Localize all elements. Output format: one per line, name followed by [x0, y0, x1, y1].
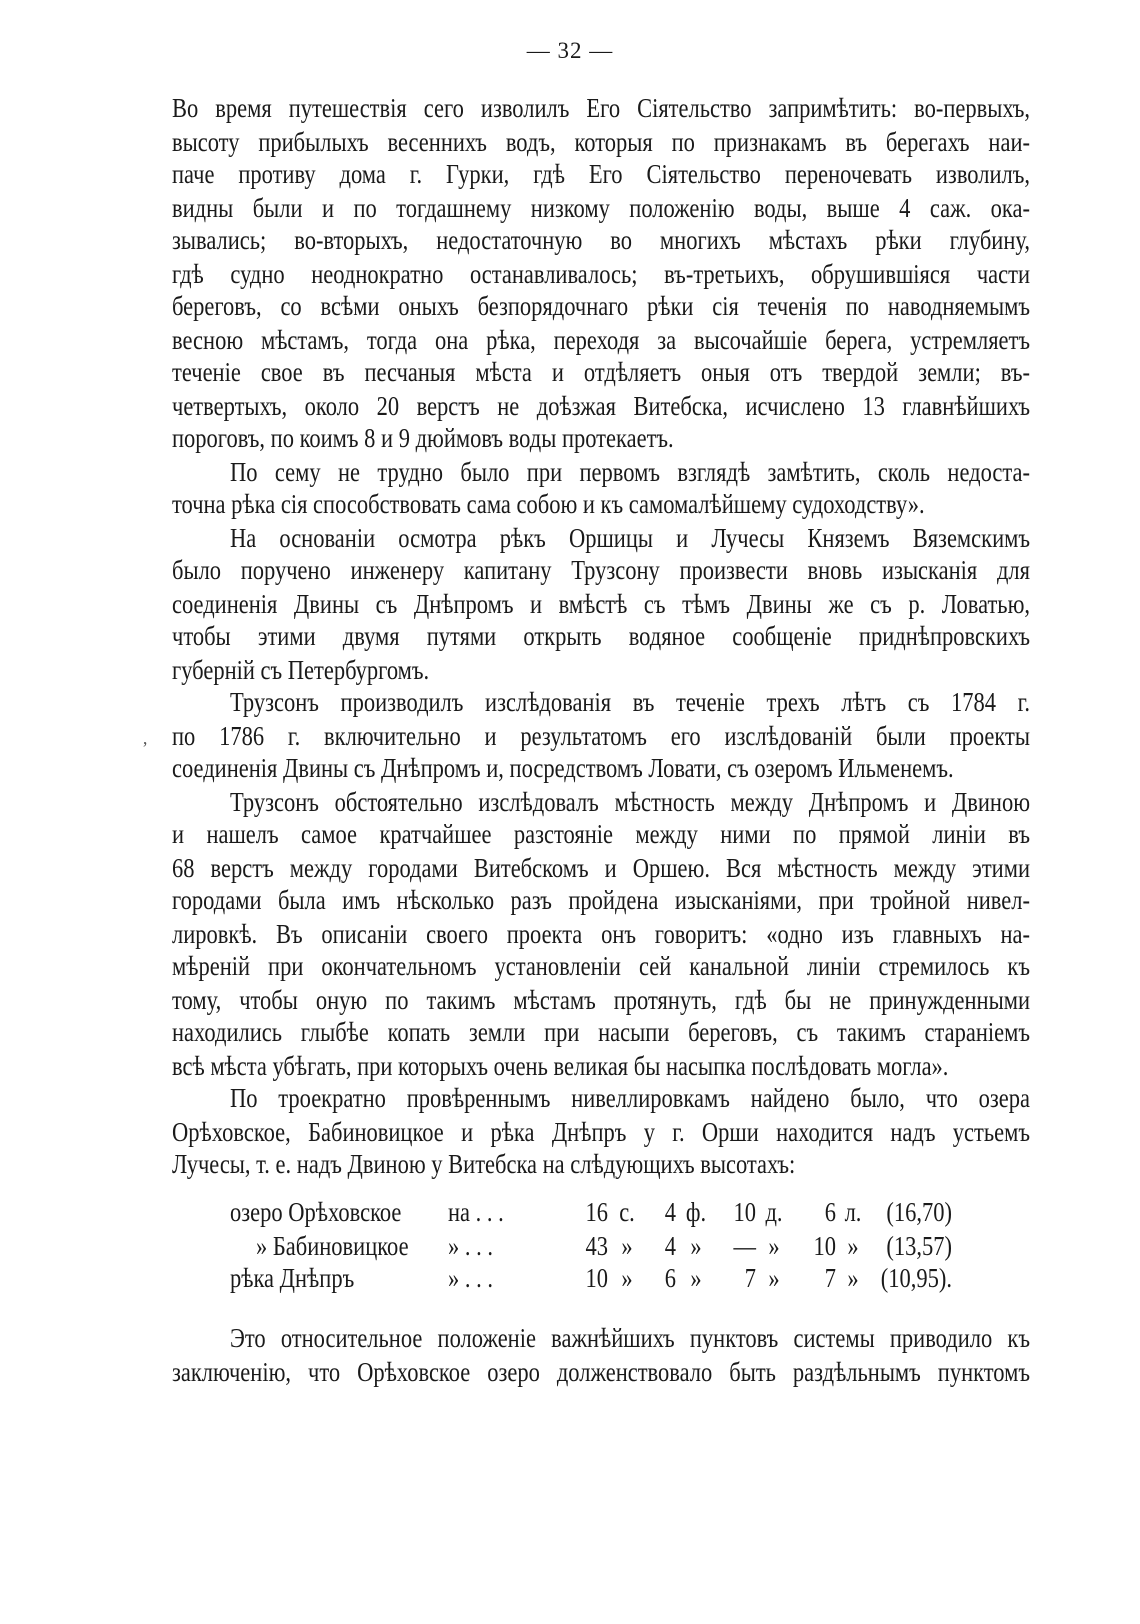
table-cell: 10 [733, 1197, 756, 1228]
table-cell: » [621, 1230, 633, 1261]
closing-text-block [172, 1322, 1030, 1388]
text-line: соединенія Двины съ Днѣпромъ и вмѣстѣ съ тѣмъ Двины же съ р. Ловатью, [172, 588, 1030, 619]
text-line: паче противу дома г. Гурки, гдѣ Его Сіятельство переночевать изволилъ, [172, 159, 1030, 190]
table-cell: (10,95). [880, 1263, 952, 1294]
table-cell: » [847, 1263, 859, 1294]
table-cell: » [690, 1230, 702, 1261]
text-line: всѣ мѣста убѣгать, при которыхъ очень великая бы насыпка послѣдовать могла». [172, 1050, 949, 1081]
text-line: заключенію, что Орѣховское озеро долженствовало быть раздѣльнымъ пунктомъ [172, 1356, 1030, 1387]
table-cell: » [768, 1230, 780, 1261]
text-line: зывались; во-вторыхъ, недостаточную во многихъ мѣстахъ рѣки глубину, [172, 225, 1030, 256]
ink-mark: ’ [142, 738, 148, 758]
table-cell: с. [619, 1197, 635, 1228]
text-line: тому, чтобы оную по такимъ мѣстамъ протянуть, гдѣ бы не принужденными [172, 984, 1030, 1015]
table-cell: » . . . [448, 1230, 493, 1261]
table-cell: ф. [685, 1197, 707, 1228]
table-cell: 16 [585, 1197, 608, 1228]
text-line: теченіе свое въ песчаныя мѣста и отдѣляетъ оныя отъ твердой земли; въ- [172, 357, 1030, 388]
table-cell: — [733, 1230, 756, 1261]
text-line: точна рѣка сія способствовать сама собою и къ самомалѣйшему судоходству». [172, 489, 925, 520]
table-cell: 10 [813, 1230, 836, 1261]
text-line: находились глыбѣе копать земли при насыпи береговъ, съ такимъ стараніемъ [172, 1017, 1030, 1048]
table-cell: на . . . [448, 1197, 504, 1228]
table-cell: 7 [744, 1263, 756, 1294]
text-line: губерній съ Петербургомъ. [172, 654, 430, 685]
text-line: четвертыхъ, около 20 верстъ не доѣзжая Витебска, исчислено 13 главнѣйшихъ [172, 390, 1030, 421]
table-cell: д. [765, 1197, 783, 1228]
table-cell: 6 [664, 1263, 676, 1294]
text-line: 68 верстъ между городами Витебскомъ и Оршею. Вся мѣстность между этими [172, 852, 1030, 883]
table-cell: » [690, 1263, 702, 1294]
text-line: городами была имъ нѣсколько разъ пройдена изысканіями, при тройной нивел- [172, 885, 1030, 916]
text-line: пороговъ, по коимъ 8 и 9 дюймовъ воды протекаетъ. [172, 423, 674, 454]
table-cell: » [768, 1263, 780, 1294]
table-cell: 4 [664, 1197, 676, 1228]
paragraph-first-line: На основаніи осмотра рѣкъ Оршицы и Лучесы Княземъ Вяземскимъ [230, 522, 1030, 553]
table-cell: 6 [824, 1197, 836, 1228]
table-row [230, 1229, 952, 1262]
text-line: по 1786 г. включительно и результатомъ его изслѣдованій были проекты [172, 720, 1030, 751]
table-cell: » [621, 1263, 633, 1294]
text-line: Во время путешествія сего изволилъ Его Сіятельство запримѣтить: во-первыхъ, [172, 93, 1030, 124]
text-line: лировкѣ. Въ описаніи своего проекта онъ говоритъ: «одно изъ главныхъ на- [172, 918, 1030, 949]
paragraph-first-line: По троекратно провѣреннымъ нивеллировкамъ найдено было, что озера [230, 1083, 1030, 1114]
text-line: Лучесы, т. е. надъ Двиною у Витебска на слѣдующихъ высотахъ: [172, 1149, 796, 1180]
heights-table [230, 1196, 952, 1295]
table-cell: » [847, 1230, 859, 1261]
text-line: высоту прибылыхъ весеннихъ водъ, которыя по признакамъ въ берегахъ наи- [172, 126, 1030, 157]
table-cell: 4 [664, 1230, 676, 1261]
table-cell: » Бабиновицкое [256, 1230, 409, 1261]
text-line: Орѣховское, Бабиновицкое и рѣка Днѣпръ у г. Орши находится надъ устьемъ [172, 1116, 1030, 1147]
text-line: береговъ, со всѣми оныхъ безпорядочнаго рѣки сія теченія по наводняемымъ [172, 291, 1030, 322]
text-line: было поручено инженеру капитану Трузсону произвести вновь изысканія для [172, 555, 1030, 586]
paragraph-first-line: Трузсонъ производилъ изслѣдованія въ теченіе трехъ лѣтъ съ 1784 г. [230, 687, 1030, 718]
table-cell: (16,70) [886, 1197, 952, 1228]
table-cell: » . . . [448, 1263, 493, 1294]
text-line: видны были и по тогдашнему низкому положенію воды, выше 4 саж. ока- [172, 192, 1030, 223]
table-cell: рѣка Днѣпръ [230, 1263, 355, 1294]
table-cell: 7 [824, 1263, 836, 1294]
text-line: мѣреній при окончательномъ установленіи сей канальной линіи стремилось къ [172, 951, 1030, 982]
text-line: соединенія Двины съ Днѣпромъ и, посредствомъ Ловати, съ озеромъ Ильменемъ. [172, 753, 954, 784]
table-cell: (13,57) [886, 1230, 952, 1261]
text-line: чтобы этими двумя путями открыть водяное сообщеніе приднѣпровскихъ [172, 621, 1030, 652]
text-line: весною мѣстамъ, тогда она рѣка, переходя за высочайшіе берега, устремляетъ [172, 324, 1030, 355]
text-line: и нашелъ самое кратчайшее разстояніе между ними по прямой линіи въ [172, 819, 1030, 850]
text-line: гдѣ судно неоднократно останавливалось; въ-третьихъ, обрушившіяся части [172, 258, 1030, 289]
paragraph-first-line: Это относительное положеніе важнѣйшихъ пунктовъ системы приводило къ [230, 1323, 1030, 1354]
page-number: — 32 — [526, 38, 614, 63]
table-row [230, 1196, 952, 1229]
table-cell: 10 [585, 1263, 608, 1294]
table-row [230, 1262, 952, 1295]
table-cell: 43 [585, 1230, 608, 1261]
main-text-block [172, 92, 1030, 1181]
paragraph-first-line: Трузсонъ обстоятельно изслѣдовалъ мѣстность между Днѣпромъ и Двиною [230, 786, 1030, 817]
paragraph-first-line: По сему не трудно было при первомъ взглядѣ замѣтить, сколь недоста- [230, 456, 1030, 487]
table-cell: озеро Орѣховское [230, 1197, 402, 1228]
table-cell: л. [844, 1197, 862, 1228]
